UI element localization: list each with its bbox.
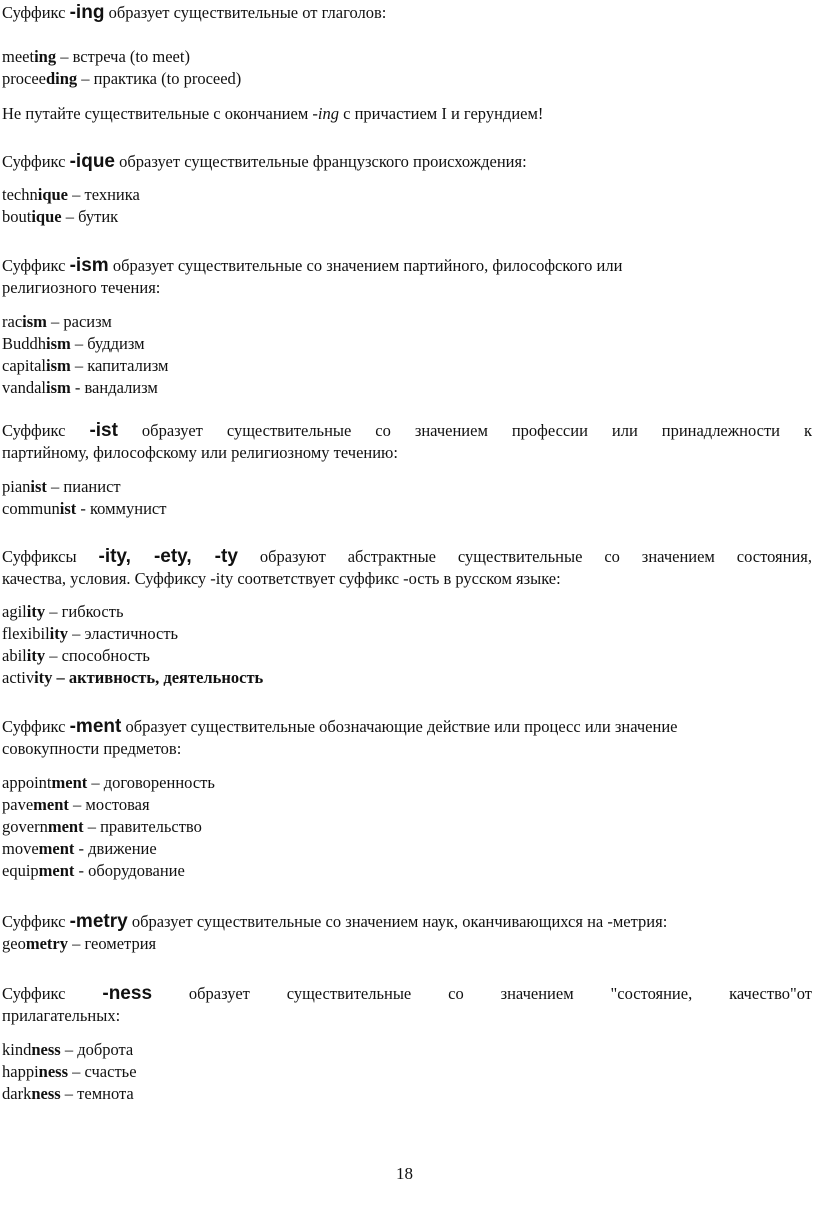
- suffix-ism: -ism: [69, 255, 109, 276]
- suffix-ist: -ist: [89, 420, 118, 441]
- section-ing-note: Не путайте существительные с окончанием -ing с причастием I и герундием!: [2, 104, 544, 123]
- section-ness-examples: [2, 1039, 812, 1105]
- section-ment-examples: [2, 772, 812, 882]
- example-line: racism – расизм: [2, 312, 112, 331]
- suffix-metry: -metry: [69, 911, 128, 932]
- example-line: meeting – встреча (to meet): [2, 47, 190, 66]
- section-ist-examples: [2, 476, 812, 520]
- suffix-ness: -ness: [102, 983, 153, 1004]
- intro-prefix: Суффикс: [2, 3, 70, 22]
- section-ity-intro: Суффиксы -ity, -ety, -ty образуют абстрактные существительные со значением состояния, качества, условия. Суффиксу -ity соответствует суффикс -ость в русском языке:: [2, 546, 812, 588]
- section-ity-examples: [2, 601, 812, 689]
- section-ism-examples: [2, 311, 812, 399]
- section-ment-intro: Суффикс -ment образует существительные обозначающие действие или процесс или значение совокупности предметов:: [2, 716, 678, 758]
- page-number: 18: [396, 1164, 413, 1183]
- section-ist-intro: Суффикс -ist образует существительные со значением профессии или принадлежности к партийному, философскому или религиозному течению:: [2, 420, 812, 462]
- example-line: capitalism – капитализм: [2, 356, 169, 375]
- example-line: Buddhism – буддизм: [2, 334, 145, 353]
- section-ing-examples: [2, 46, 812, 90]
- example-line: pavement – мостовая: [2, 795, 150, 814]
- example-line: flexibility – эластичность: [2, 624, 179, 643]
- example-line: communist - коммунист: [2, 499, 167, 518]
- example-line: equipment - оборудование: [2, 861, 185, 880]
- section-ism-intro: Суффикс -ism образует существительные со значением партийного, философского или религиозного течения:: [2, 255, 623, 297]
- section-metry-intro: Суффикс -metry образует существительные со значением наук, оканчивающихся на -метрия: geometry – геометрия: [2, 911, 812, 955]
- example-line: darkness – темнота: [2, 1084, 134, 1103]
- suffix-ment: -ment: [69, 716, 122, 737]
- example-line: movement - движение: [2, 839, 157, 858]
- example-line: vandalism - вандализм: [2, 378, 158, 397]
- example-line: geometry – геометрия: [2, 934, 157, 953]
- example-line: kindness – доброта: [2, 1040, 134, 1059]
- example-line: activity – активность, деятельность: [2, 668, 264, 687]
- suffix-ique: -ique: [69, 151, 115, 172]
- suffix-ing: -ing: [69, 2, 105, 23]
- example-line: happiness – счастье: [2, 1062, 137, 1081]
- section-ique-intro: Суффикс -ique образует существительные французского происхождения:: [2, 151, 527, 172]
- section-ing-intro: [2, 2, 812, 24]
- section-ique-examples: [2, 184, 812, 228]
- example-line: appointment – договоренность: [2, 773, 215, 792]
- suffix-ity: -ity, -ety, -ty: [98, 546, 238, 567]
- example-line: pianist – пианист: [2, 477, 121, 496]
- example-line: proceeding – практика (to proceed): [2, 69, 242, 88]
- example-line: agility – гибкость: [2, 602, 124, 621]
- example-line: technique – техника: [2, 185, 140, 204]
- example-line: boutique – бутик: [2, 207, 119, 226]
- example-line: government – правительство: [2, 817, 202, 836]
- intro-text: образует существительные от глаголов:: [104, 3, 387, 22]
- section-ness-intro: Суффикс -ness образует существительные со значением "состояние, качество"от прилагательных:: [2, 983, 812, 1025]
- example-line: ability – способность: [2, 646, 150, 665]
